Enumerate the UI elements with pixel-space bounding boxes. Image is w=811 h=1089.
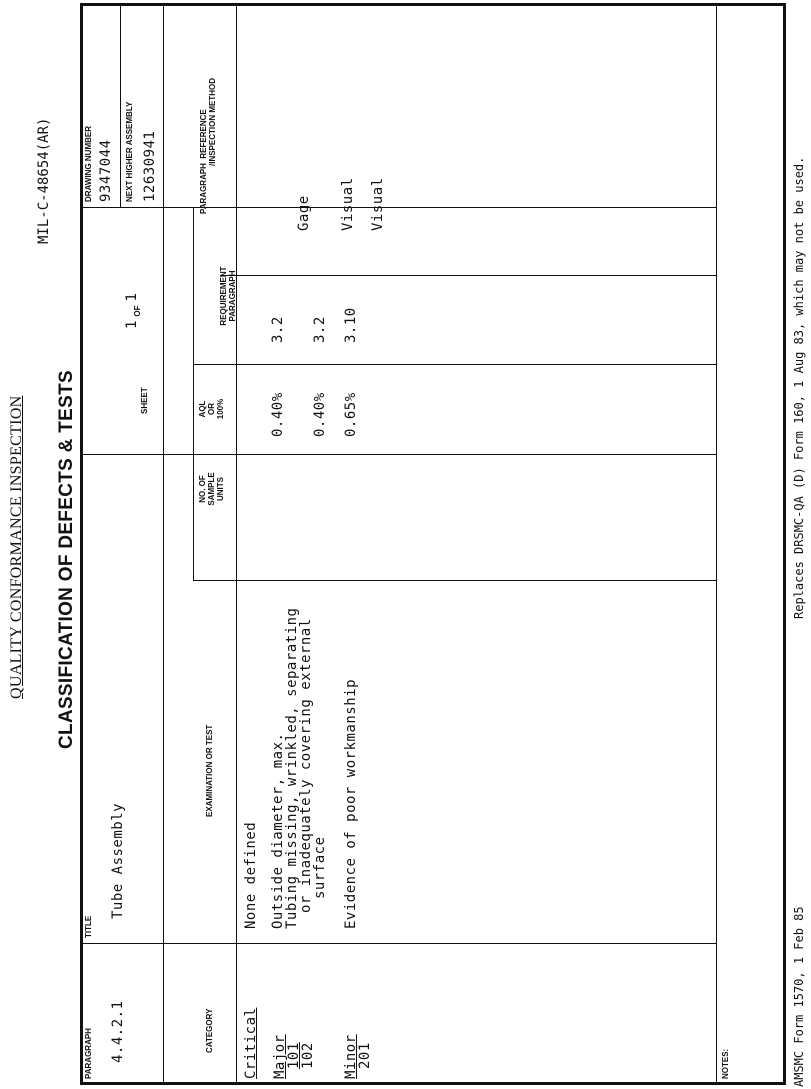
sheet-number [124, 293, 142, 329]
exam-header: EXAMINATION OR TEST [205, 724, 214, 817]
footer-form-id: AMSMC Form 1570, 1 Feb 85 [792, 906, 806, 1087]
major-category: Major [272, 1034, 288, 1079]
major-101-text: Outside diameter, max. [270, 732, 286, 929]
form-title: CLASSIFICATION OF DEFECTS & TESTS [56, 370, 77, 749]
minor-201-aql: 0.65% [343, 392, 359, 437]
minor-category: Minor [343, 1034, 359, 1079]
drawing-number-divider [120, 3, 121, 208]
major-102-method: Visual [340, 177, 356, 231]
footer-replaces: Replaces DRSMC-QA (D) Form 160, 1 Aug 83, which may not be used. [792, 156, 806, 619]
minor-201-req: 3.10 [343, 307, 359, 343]
req-para-line-1: REQUIREMENT [219, 266, 228, 326]
col-divider-req [221, 275, 716, 276]
section-title: QUALITY CONFORMANCE INSPECTION [8, 395, 25, 699]
header-row-divider [236, 3, 237, 1085]
major-102-req: 3.2 [312, 316, 328, 343]
aql-line-1: AQL [198, 400, 207, 418]
aql-header [198, 384, 225, 434]
sheet-of: OF [133, 305, 142, 317]
major-102-code: 102 [300, 1042, 316, 1069]
next-assembly-label: NEXT HIGHER ASSEMBLY [125, 101, 134, 202]
sample-units-header [198, 459, 225, 519]
col-divider-aql [193, 364, 716, 365]
paragraph-label: PARAGRAPH [84, 1028, 93, 1079]
next-assembly-value: 12630941 [142, 130, 158, 202]
category-header: CATEGORY [205, 1008, 214, 1053]
aql-line-3: 100% [216, 398, 225, 420]
notes-divider [716, 3, 717, 1085]
sheet-divider [193, 208, 194, 581]
ref-method-line-1: PARAGRAPH REFERENCE [199, 109, 208, 214]
title-label: TITLE [84, 915, 93, 938]
major-102-text-3: surface [312, 836, 328, 899]
sheet-label: SHEET [140, 387, 149, 414]
col-divider-method [80, 207, 716, 208]
top-block-divider [163, 3, 164, 1085]
col-divider-sample [193, 454, 716, 455]
critical-text: None defined [243, 821, 259, 929]
ref-method-line-2: /INSPECTION METHOD [208, 77, 217, 166]
notes-label: NOTES: [721, 1048, 730, 1079]
form-frame [80, 3, 786, 1085]
sheet-total: 1 [124, 293, 140, 302]
sample-units-line-3: UNITS [216, 477, 225, 501]
col-divider-exam [193, 580, 716, 581]
major-102-text-1: Tubing missing, wrinkled, separating [284, 607, 300, 929]
major-101-req: 3.2 [270, 316, 286, 343]
sample-units-line-2: SAMPLE [207, 472, 216, 506]
document-number: MIL-C-48654(AR) [36, 117, 52, 244]
major-102-aql: 0.40% [312, 392, 328, 437]
major-101-code: 101 [286, 1042, 302, 1069]
minor-201-text: Evidence of poor workmanship [343, 678, 359, 929]
drawing-number-label: DRAWING NUMBER [84, 126, 93, 202]
paragraph-value: 4.4.2.1 [110, 1000, 126, 1063]
major-101-method: Gage [296, 195, 312, 231]
drawing-number-value: 9347044 [98, 139, 114, 202]
major-101-aql: 0.40% [270, 392, 286, 437]
sample-units-line-1: NO. OF [198, 475, 207, 503]
minor-201-method: Visual [370, 177, 386, 231]
req-para-line-2: PARAGRAPH [228, 270, 237, 322]
sheet-num: 1 [124, 320, 140, 329]
req-para-header [219, 259, 237, 333]
critical-category: Critical [243, 1007, 259, 1079]
col-divider-category [80, 943, 716, 944]
major-102-text-2: or inadequately covering external [298, 618, 314, 913]
aql-line-2: OR [207, 403, 216, 415]
ref-method-header [199, 4, 217, 214]
title-value: Tube Assembly [110, 802, 126, 919]
minor-201-code: 201 [357, 1042, 373, 1069]
